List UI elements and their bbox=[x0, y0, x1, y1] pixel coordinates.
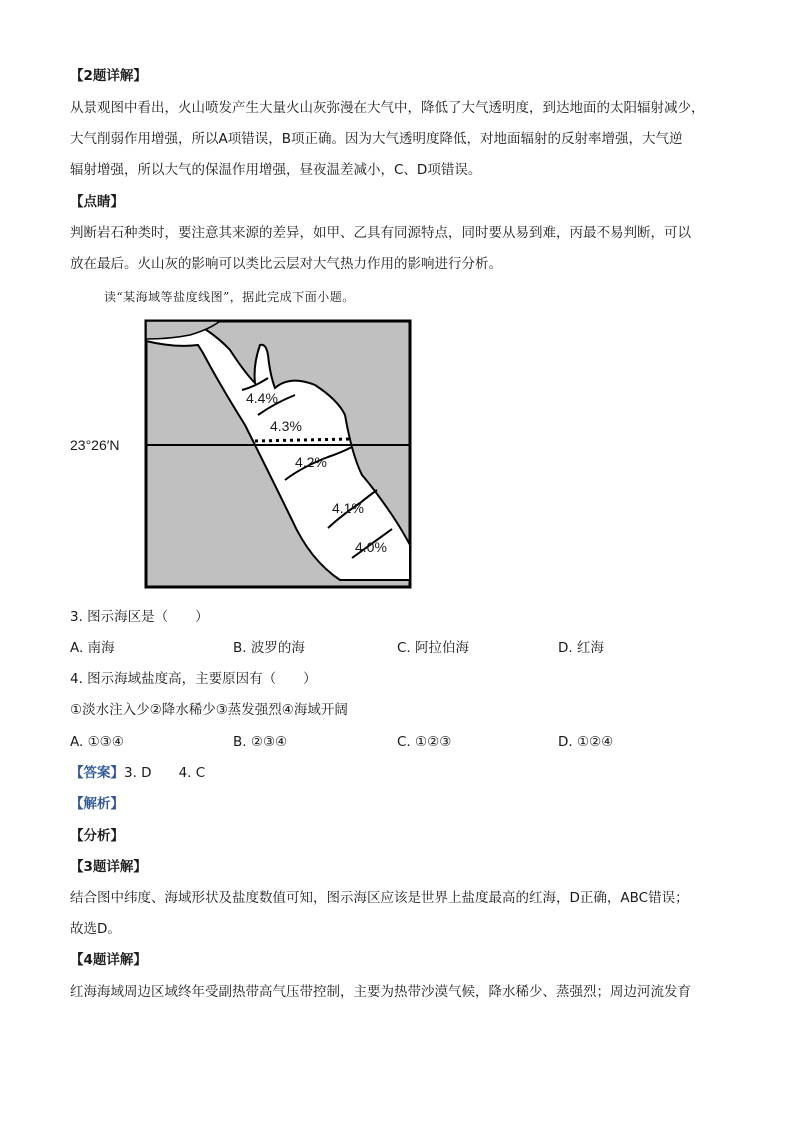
q3-detail-heading: 【3题详解】 bbox=[70, 859, 147, 875]
dianjing-line-1: 判断岩石种类时，要注意其来源的差异，如甲、乙具有同源特点，同时要从易到难，丙最不易判断，可以 bbox=[70, 225, 691, 241]
answer-text: 3. D 4. C bbox=[124, 765, 206, 781]
dianjing-heading: 【点睛】 bbox=[70, 194, 124, 210]
q4-detail-line-1: 红海海域周边区域终年受副热带高气压带控制，主要为热带沙漠气候，降水稀少、蒸强烈；周边河流发育 bbox=[70, 984, 691, 1000]
salinity-map-svg bbox=[70, 315, 420, 590]
isoline-label-4-2: 4.2% bbox=[295, 454, 327, 470]
q4-option-b[interactable]: B. ②③④ bbox=[233, 734, 288, 750]
latitude-label: 23°26′N bbox=[70, 437, 120, 453]
q3-detail-line-2: 故选D。 bbox=[70, 921, 121, 937]
q3-detail-line-1: 结合图中纬度、海域形状及盐度数值可知，图示海区应该是世界上盐度最高的红海，D正确，ABC错误； bbox=[70, 890, 689, 906]
isoline-label-4-4: 4.4% bbox=[246, 390, 278, 406]
figure-instruction: 读“某海域等盐度线图”，据此完成下面小题。 bbox=[104, 290, 355, 304]
q4-option-a[interactable]: A. ①③④ bbox=[70, 734, 124, 750]
isoline-label-4-3: 4.3% bbox=[270, 418, 302, 434]
q4-option-c[interactable]: C. ①②③ bbox=[397, 734, 452, 750]
q3-option-a[interactable]: A. 南海 bbox=[70, 640, 115, 656]
q4-sub: ①淡水注入少②降水稀少③蒸发强烈④海域开阔 bbox=[70, 702, 348, 718]
q3-option-b[interactable]: B. 波罗的海 bbox=[233, 640, 305, 656]
q4-option-d[interactable]: D. ①②④ bbox=[558, 734, 614, 750]
salinity-map-figure bbox=[70, 315, 420, 590]
q3-stem: 3. 图示海区是（ ） bbox=[70, 609, 209, 625]
answer-row bbox=[70, 763, 205, 783]
q4-stem: 4. 图示海域盐度高，主要原因有（ ） bbox=[70, 671, 317, 687]
q2-detail-line-2: 大气削弱作用增强，所以A项错误，B项正确。因为大气透明度降低，对地面辐射的反射率增强，大气逆 bbox=[70, 131, 683, 147]
answer-label: 【答案】 bbox=[70, 765, 124, 781]
isoline-label-4-1: 4.1% bbox=[332, 500, 364, 516]
q4-detail-heading: 【4题详解】 bbox=[70, 952, 147, 968]
jiexi-heading: 【解析】 bbox=[70, 796, 124, 812]
q3-option-c[interactable]: C. 阿拉伯海 bbox=[397, 640, 470, 656]
q2-detail-heading: 【2题详解】 bbox=[70, 68, 147, 84]
isoline-label-4-0: 4.0% bbox=[355, 539, 387, 555]
q3-option-d[interactable]: D. 红海 bbox=[558, 640, 604, 656]
q2-detail-line-3: 辐射增强，所以大气的保温作用增强，昼夜温差减小，C、D项错误。 bbox=[70, 162, 482, 178]
dianjing-line-2: 放在最后。火山灰的影响可以类比云层对大气热力作用的影响进行分析。 bbox=[70, 256, 502, 272]
q2-detail-line-1: 从景观图中看出，火山喷发产生大量火山灰弥漫在大气中，降低了大气透明度，到达地面的太阳辐射减少， bbox=[70, 100, 705, 116]
fenxi-heading: 【分析】 bbox=[70, 828, 124, 844]
